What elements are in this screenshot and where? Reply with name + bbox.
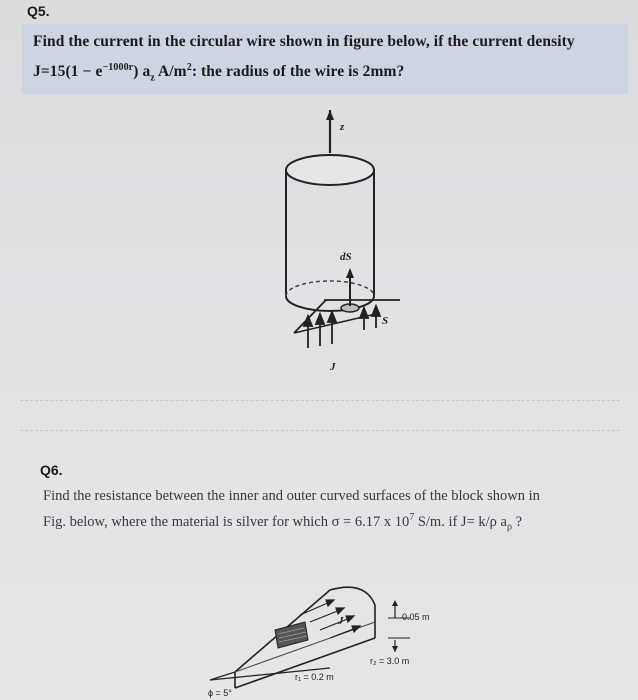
q6-r1-label: r₁ = 0.2 m (295, 672, 334, 682)
divider (20, 430, 620, 431)
q6-height-label: 0.05 m (402, 612, 430, 622)
q5-text-line-1: Find the current in the circular wire shown in figure below, if the current density (33, 33, 575, 50)
q6-block-figure (180, 560, 480, 700)
q5-s-label: S (382, 315, 389, 327)
q5-text-line-2: $J=15(1 - e^{-1000r})$ $a_z$ $A/m^2$: the radius of the wire is 2mm? (33, 62, 405, 84)
q6-j-label: J (338, 615, 344, 627)
q6-text-line-1: Find the resistance between the inner and outer curved surfaces of the block shown in (43, 488, 540, 504)
divider (20, 400, 620, 401)
q6-r2-label: r₂ = 3.0 m (370, 656, 410, 666)
q5-cylinder-figure (250, 108, 420, 378)
q6-text-line-2: Fig. below, where the material is silver for which σ = 6.17 x $10^7$ S/m. if J= k/ρ $a_\rho$ ? (43, 512, 523, 533)
q5-ds-label: dS (340, 251, 352, 263)
q5-j-label: J (330, 361, 336, 373)
q6-phi-label: ϕ = 5° (208, 688, 232, 698)
q6-number: Q6. (40, 462, 63, 478)
q5-number: Q5. (27, 3, 50, 19)
q5-z-label: z (340, 121, 345, 133)
